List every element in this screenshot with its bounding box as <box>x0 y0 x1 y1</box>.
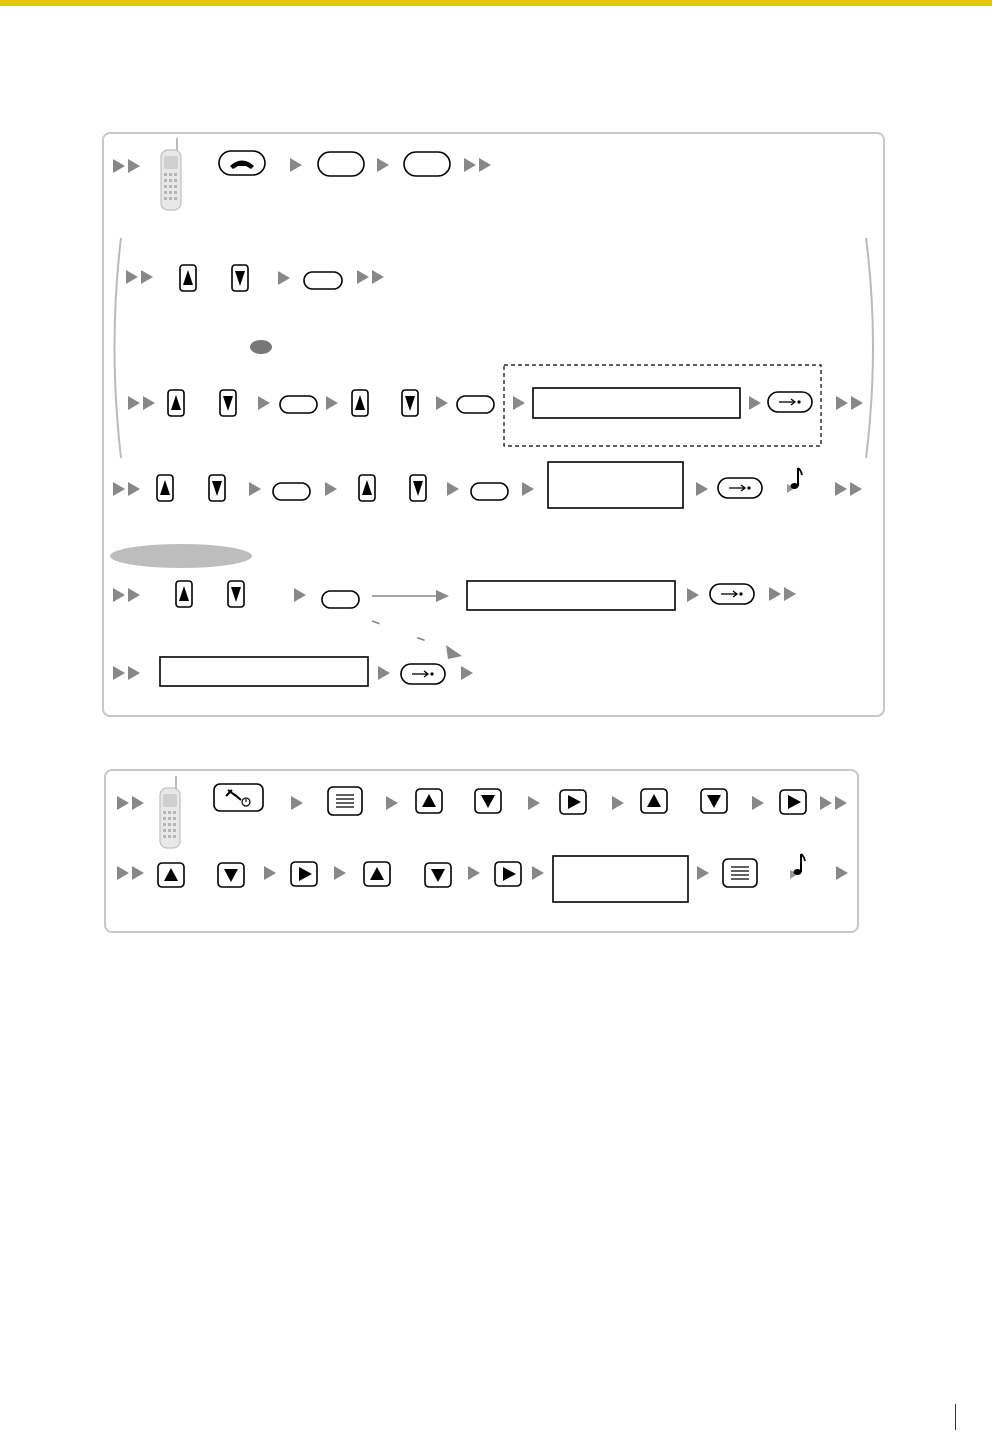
next-step-arrow <box>522 482 534 496</box>
next-step-arrow <box>264 866 276 880</box>
row-5 <box>113 581 796 610</box>
navigator-up-icon[interactable] <box>416 789 442 813</box>
entry-field[interactable] <box>467 581 675 610</box>
navigator-up-icon[interactable] <box>359 475 375 501</box>
next-step-arrow <box>749 396 761 410</box>
row-4 <box>113 462 862 508</box>
gray-oval-badge <box>250 340 272 354</box>
enter-key-icon[interactable] <box>768 392 812 412</box>
row-3 <box>128 365 863 446</box>
next-step-arrow <box>513 396 525 410</box>
next-step-arrow <box>128 396 155 410</box>
bracket-right <box>866 238 873 458</box>
next-step-arrow <box>117 796 144 810</box>
navigator-down-icon[interactable] <box>228 581 244 607</box>
bracket-left <box>115 238 122 458</box>
next-step-arrow <box>468 866 480 880</box>
next-step-arrow <box>820 796 847 810</box>
soft-key-icon[interactable] <box>471 483 508 500</box>
soft-key-icon[interactable] <box>273 483 310 500</box>
navigator-up-icon[interactable] <box>180 265 196 291</box>
next-step-arrow <box>696 482 708 496</box>
next-step-arrow <box>377 158 389 172</box>
next-step-arrow <box>113 588 140 602</box>
row-b2 <box>117 854 848 902</box>
next-step-arrow <box>464 158 491 172</box>
navigator-up-icon[interactable] <box>157 475 173 501</box>
soft-key-icon[interactable] <box>322 591 359 608</box>
next-step-arrow <box>697 866 709 880</box>
next-step-arrow <box>258 396 270 410</box>
navigator-up-icon[interactable] <box>168 390 184 416</box>
branch-curve <box>372 621 452 650</box>
next-step-arrow <box>836 866 848 880</box>
navigator-up-icon[interactable] <box>364 862 390 886</box>
branch-arrowhead <box>436 590 449 602</box>
next-step-arrow <box>294 588 306 602</box>
next-step-arrow <box>752 796 764 810</box>
next-step-arrow <box>386 796 398 810</box>
next-step-arrow <box>836 396 863 410</box>
branch-arrowhead <box>446 645 462 659</box>
next-step-arrow <box>461 666 473 680</box>
navigator-right-icon[interactable] <box>291 862 317 886</box>
navigator-down-icon[interactable] <box>475 789 501 813</box>
next-step-arrow <box>113 159 140 173</box>
off-hook-icon <box>219 151 265 175</box>
navigator-down-icon[interactable] <box>410 475 426 501</box>
next-step-arrow <box>436 396 448 410</box>
entry-field[interactable] <box>160 657 368 686</box>
row-1 <box>113 138 491 210</box>
navigator-down-icon[interactable] <box>425 863 451 887</box>
navigator-up-icon[interactable] <box>158 863 184 887</box>
enter-key-icon[interactable] <box>718 478 762 498</box>
confirmation-tone-icon <box>787 468 802 493</box>
enter-key-icon[interactable] <box>401 664 445 684</box>
portable-station-icon <box>161 138 181 210</box>
next-step-arrow <box>278 271 290 285</box>
next-step-arrow <box>357 270 384 284</box>
menu-key-icon[interactable] <box>723 859 757 887</box>
row-6 <box>113 657 473 686</box>
navigator-up-icon[interactable] <box>641 789 667 813</box>
navigator-down-icon[interactable] <box>402 390 418 416</box>
next-step-arrow <box>291 796 303 810</box>
next-step-arrow <box>532 866 544 880</box>
entry-field[interactable] <box>553 856 688 902</box>
next-step-arrow <box>113 482 140 496</box>
next-step-arrow <box>769 587 796 601</box>
page-number-rule <box>955 1404 956 1430</box>
next-step-arrow <box>334 866 346 880</box>
next-step-arrow <box>117 866 144 880</box>
next-step-arrow <box>290 158 302 172</box>
next-step-arrow <box>378 666 390 680</box>
soft-key-icon[interactable] <box>457 396 494 413</box>
next-step-arrow <box>126 270 153 284</box>
portable-station-icon <box>160 776 180 848</box>
navigator-up-icon[interactable] <box>352 390 368 416</box>
navigator-down-icon[interactable] <box>209 475 225 501</box>
soft-key-icon[interactable] <box>318 152 364 176</box>
next-step-arrow <box>835 482 862 496</box>
confirmation-tone-icon <box>790 854 805 879</box>
row-b1 <box>117 776 847 848</box>
soft-key-icon[interactable] <box>280 396 317 413</box>
entry-field[interactable] <box>548 462 683 508</box>
next-step-arrow <box>249 482 261 496</box>
navigator-up-icon[interactable] <box>176 581 192 607</box>
navigator-down-icon[interactable] <box>232 265 248 291</box>
soft-key-icon[interactable] <box>404 152 450 176</box>
navigator-down-icon[interactable] <box>218 863 244 887</box>
entry-field[interactable] <box>533 388 740 418</box>
cancel-power-icon[interactable] <box>214 784 263 811</box>
next-step-arrow <box>326 396 338 410</box>
navigator-right-icon[interactable] <box>560 790 586 814</box>
navigator-down-icon[interactable] <box>220 390 236 416</box>
menu-key-icon[interactable] <box>328 787 362 815</box>
next-step-arrow <box>325 482 337 496</box>
gray-section-pill <box>110 544 252 568</box>
navigator-right-icon[interactable] <box>780 790 806 814</box>
next-step-arrow <box>113 666 140 680</box>
next-step-arrow <box>447 482 459 496</box>
navigator-down-icon[interactable] <box>701 789 727 813</box>
next-step-arrow <box>687 588 699 602</box>
next-step-arrow <box>528 796 540 810</box>
enter-key-icon[interactable] <box>710 584 754 604</box>
navigator-right-icon[interactable] <box>495 862 521 886</box>
soft-key-icon[interactable] <box>304 272 342 289</box>
row-2 <box>126 265 384 291</box>
next-step-arrow <box>612 796 624 810</box>
